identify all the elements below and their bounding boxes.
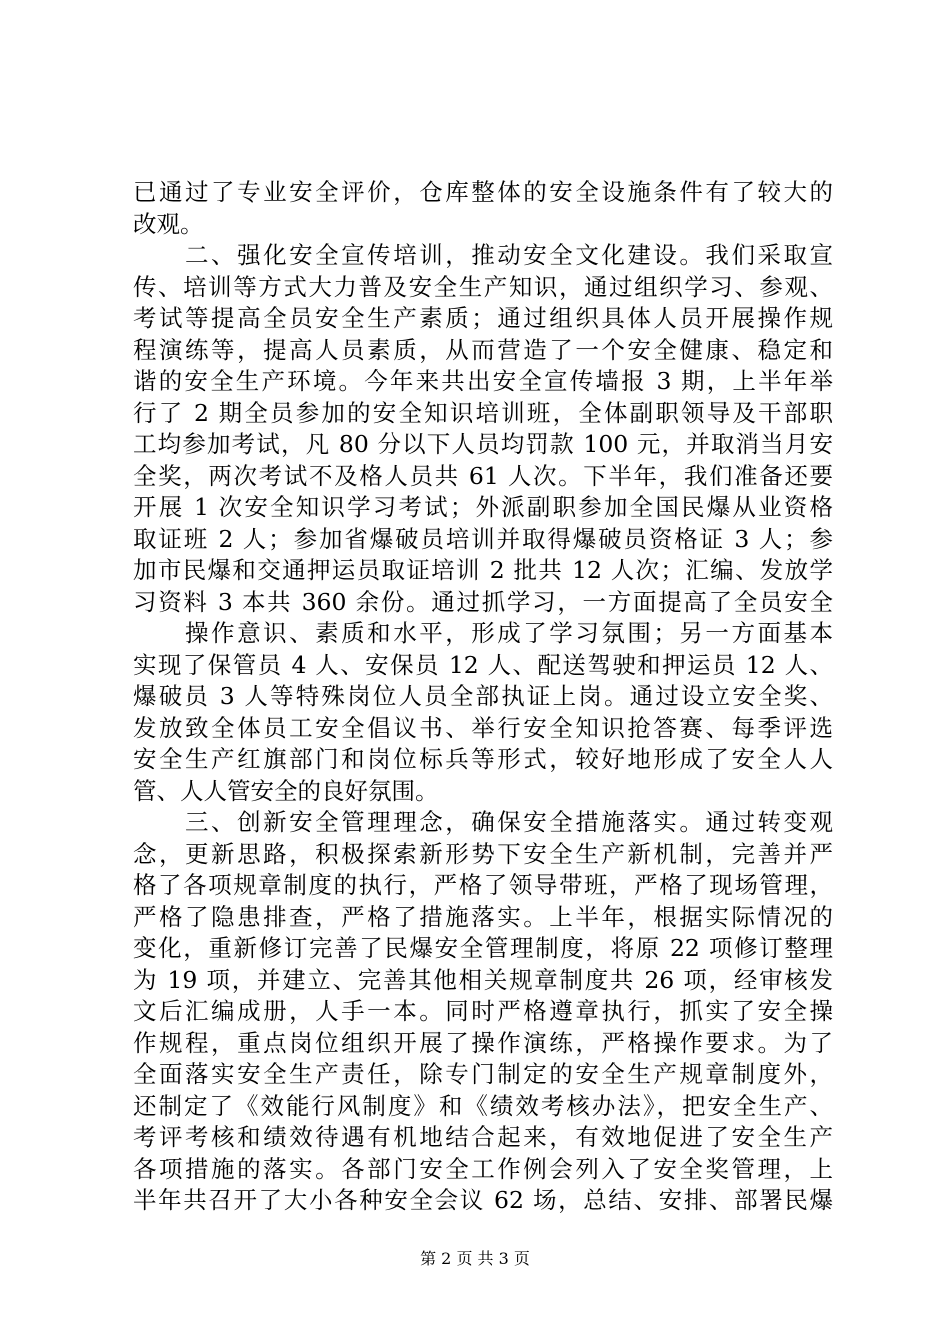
text-line: 改观。 <box>133 209 204 238</box>
text-line: 全奖，两次考试不及格人员共 61 人次。下半年，我们准备还要 <box>133 461 833 490</box>
text-line: 严格了隐患排查，严格了措施落实。上半年，根据实际情况的 <box>133 902 833 931</box>
text-line: 已通过了专业安全评价，仓库整体的安全设施条件有了较大的 <box>133 178 833 206</box>
text-line: 实现了保管员 4 人、安保员 12 人、配送驾驶和押运员 12 人、 <box>133 650 833 679</box>
text-line: 考试等提高全员安全生产素质；通过组织具体人员开展操作规 <box>133 304 833 332</box>
text-line: 加市民爆和交通押运员取证培训 2 批共 12 人次；汇编、发放学 <box>133 556 833 584</box>
text-line: 行了 2 期全员参加的安全知识培训班，全体副职领导及干部职 <box>133 398 833 427</box>
text-line: 考评考核和绩效待遇有机地结合起来，有效地促进了安全生产 <box>133 1123 833 1151</box>
text-line: 文后汇编成册，人手一本。同时严格遵章执行，抓实了安全操 <box>133 997 833 1025</box>
text-line: 管、人人管安全的良好氛围。 <box>133 776 439 805</box>
text-line: 半年共召开了大小各种安全会议 62 场，总结、安排、部署民爆 <box>133 1186 833 1214</box>
body-text <box>133 177 833 1217</box>
text-line: 习资料 3 本共 360 余份。通过抓学习，一方面提高了全员安全 <box>133 587 833 616</box>
text-line: 各项措施的落实。各部门安全工作例会列入了安全奖管理，上 <box>133 1154 833 1183</box>
text-line: 全面落实安全生产责任，除专门制定的安全生产规章制度外， <box>133 1060 833 1088</box>
text-line: 发放致全体员工安全倡议书、举行安全知识抢答赛、每季评选 <box>133 713 833 742</box>
text-line: 爆破员 3 人等特殊岗位人员全部执证上岗。通过设立安全奖、 <box>133 682 833 710</box>
page-footer: 第 2 页 共 3 页 <box>420 1249 530 1268</box>
text-line: 传、培训等方式大力普及安全生产知识，通过组织学习、参观、 <box>133 272 833 301</box>
text-line: 程演练等，提高人员素质，从而营造了一个安全健康、稳定和 <box>133 335 833 364</box>
text-line: 操作意识、素质和水平，形成了学习氛围；另一方面基本 <box>133 619 833 647</box>
text-line: 工均参加考试，凡 80 分以下人员均罚款 100 元，并取消当月安 <box>133 430 833 458</box>
text-line: 取证班 2 人；参加省爆破员培训并取得爆破员资格证 3 人；参 <box>133 524 833 553</box>
text-line: 念，更新思路，积极探索新形势下安全生产新机制，完善并严 <box>133 839 833 868</box>
text-line: 开展 1 次安全知识学习考试；外派副职参加全国民爆从业资格 <box>133 493 833 521</box>
text-line: 格了各项规章制度的执行，严格了领导带班，严格了现场管理， <box>133 871 833 899</box>
text-line: 变化，重新修订完善了民爆安全管理制度，将原 22 项修订整理 <box>133 934 833 962</box>
text-line: 作规程，重点岗位组织开展了操作演练，严格操作要求。为了 <box>133 1028 833 1057</box>
text-line: 安全生产红旗部门和岗位标兵等形式，较好地形成了安全人人 <box>133 745 833 773</box>
text-line: 为 19 项，并建立、完善其他相关规章制度共 26 项，经审核发 <box>133 965 833 994</box>
text-line: 谐的安全生产环境。今年来共出安全宣传墙报 3 期，上半年举 <box>133 367 833 395</box>
text-line: 三、创新安全管理理念，确保安全措施落实。通过转变观 <box>133 808 833 836</box>
text-line: 还制定了《效能行风制度》和《绩效考核办法》，把安全生产、 <box>133 1091 833 1120</box>
text-line: 二、强化安全宣传培训，推动安全文化建设。我们采取宣 <box>133 241 833 269</box>
